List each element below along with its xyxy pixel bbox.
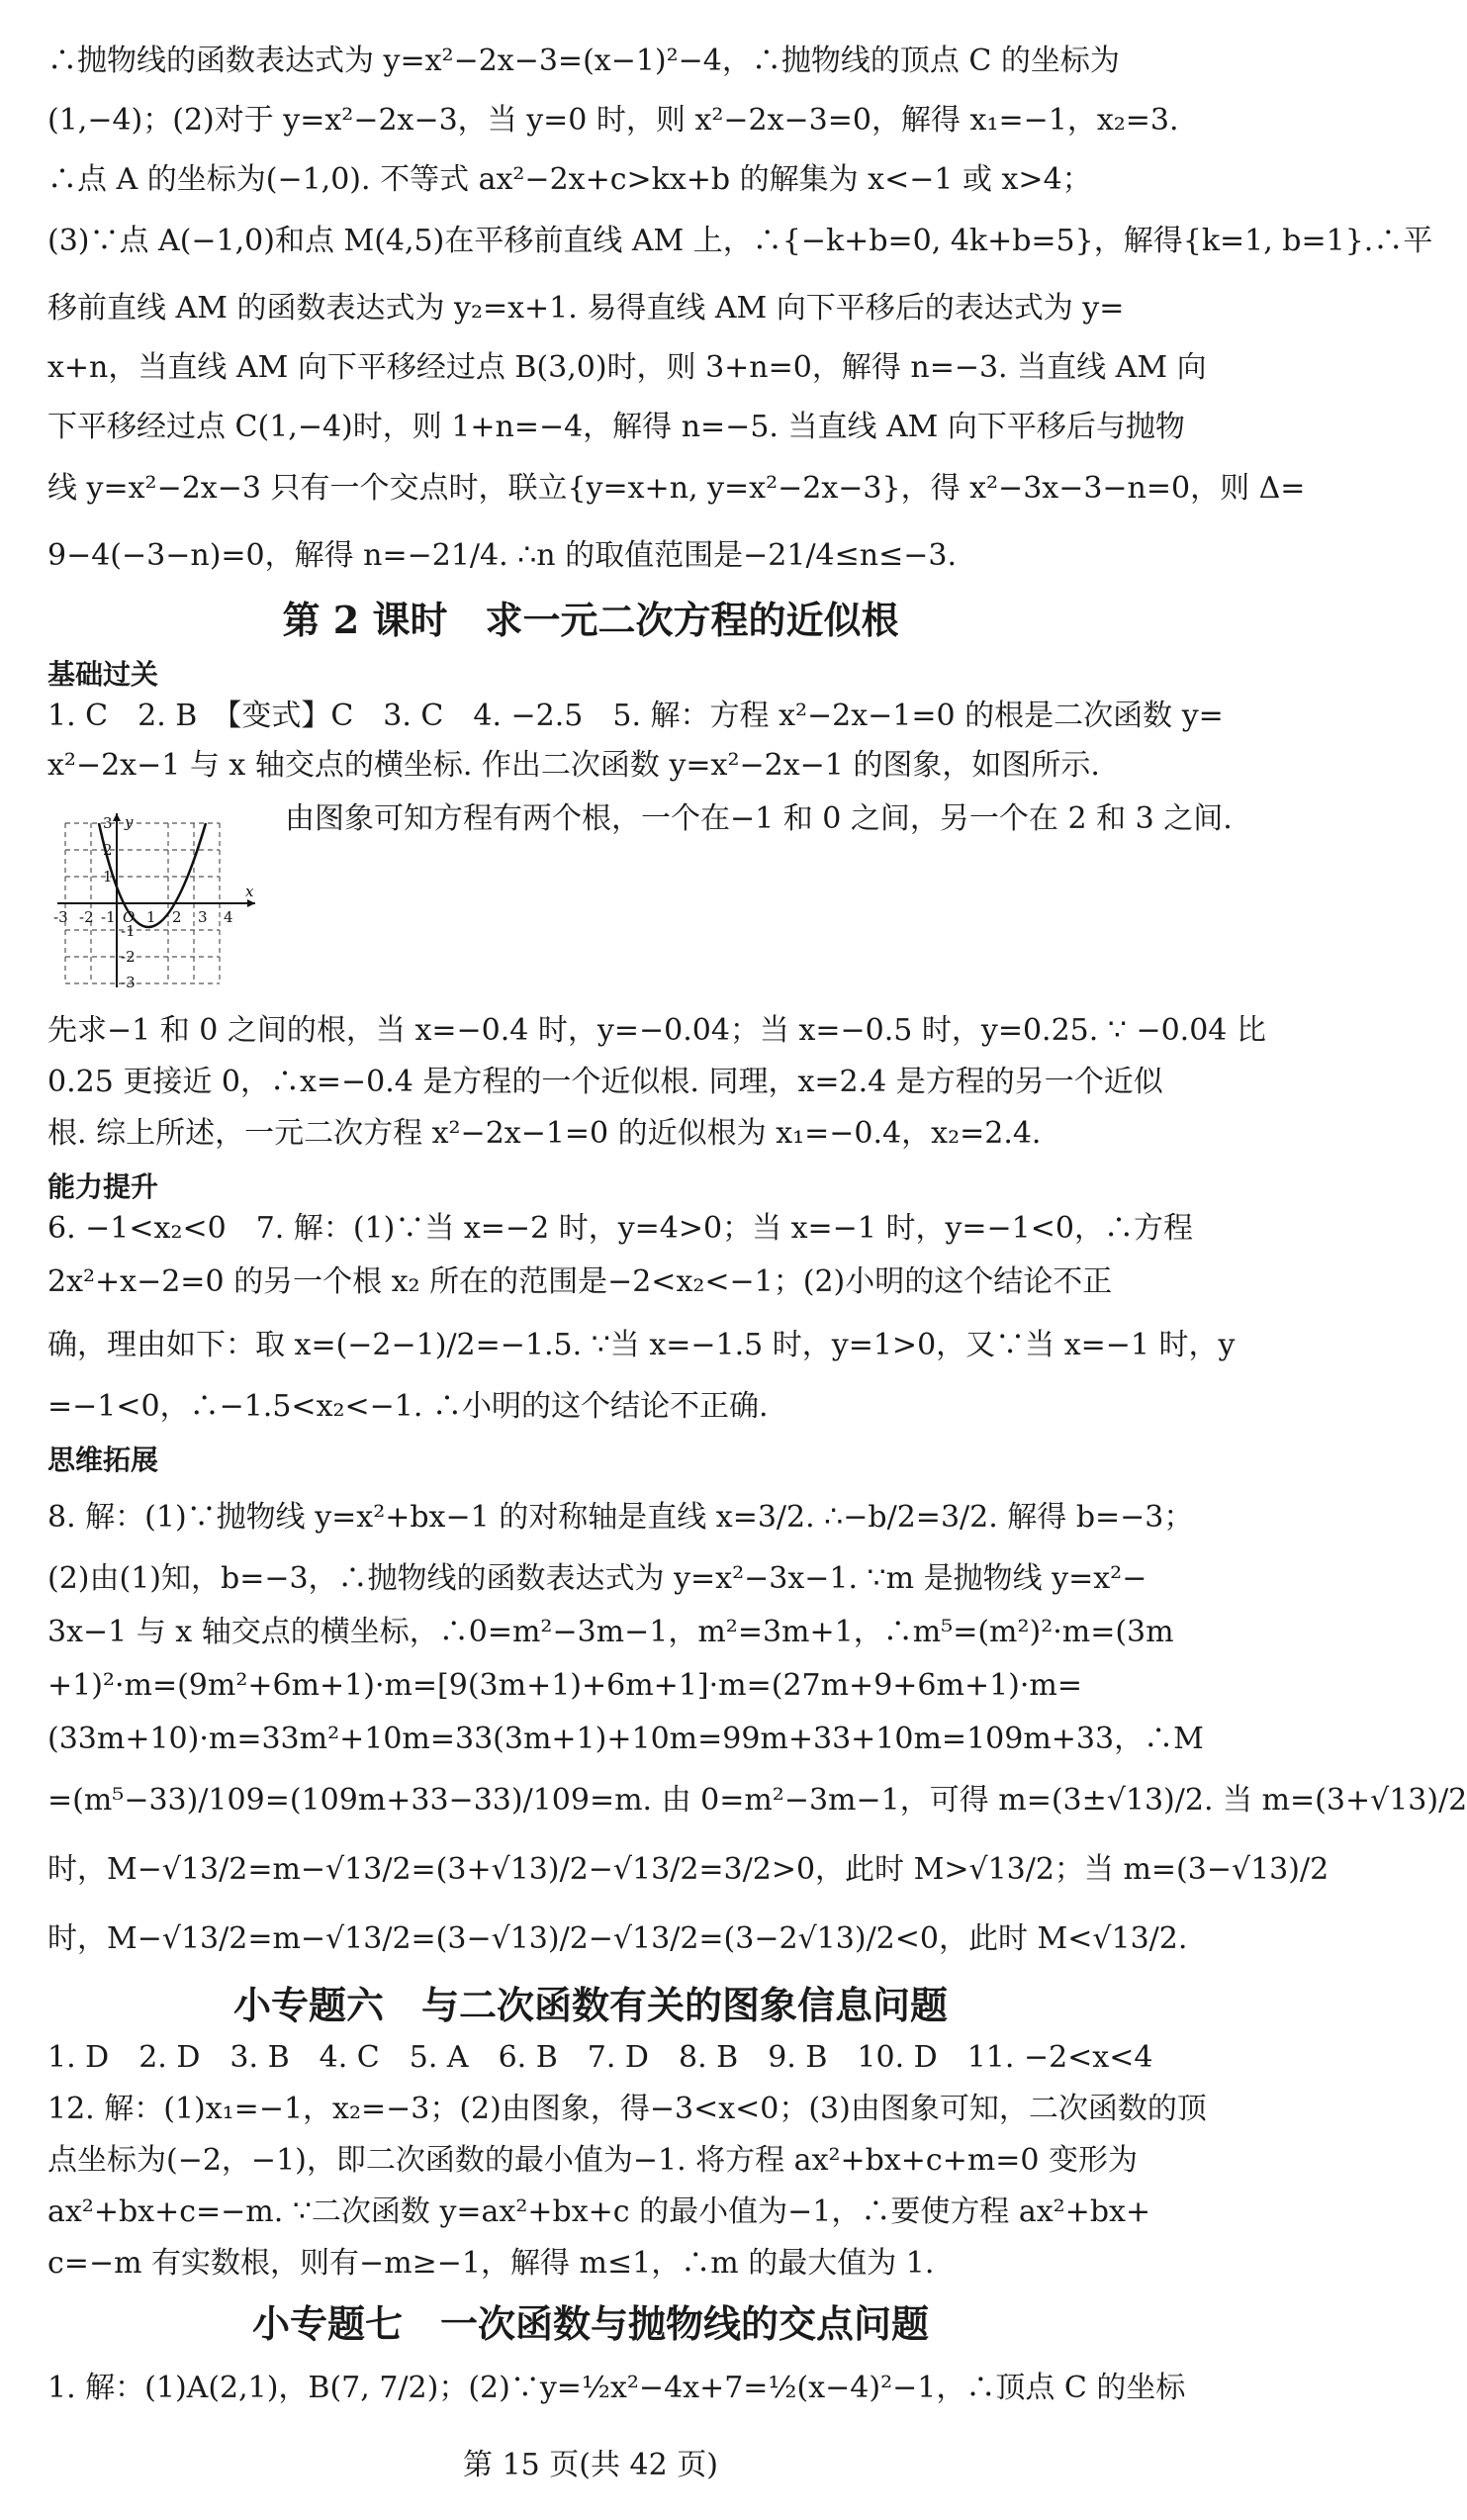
text-line: 0.25 更接近 0，∴x=−0.4 是方程的一个近似根. 同理，x=2.4 是方程的另一个近似 xyxy=(47,1065,1163,1099)
y-tick-label: -2 xyxy=(121,948,136,966)
y-axis-label: y xyxy=(125,813,134,831)
section-title: 小专题七 一次函数与抛物线的交点问题 xyxy=(251,2301,929,2346)
text-line: 12. 解：(1)x₁=−1，x₂=−3；(2)由图象，得−3<x<0；(3)由图象可知，二次函数的顶 xyxy=(47,2092,1207,2126)
text-line: 线 y=x²−2x−3 只有一个交点时，联立{y=x+n, y=x²−2x−3}，得 x²−3x−3−n=0，则 Δ= xyxy=(47,471,1306,506)
text-line: 3x−1 与 x 轴交点的横坐标，∴0=m²−3m−1，m²=3m+1，∴m⁵=(m²)²·m=(3m xyxy=(47,1615,1174,1649)
text-line: c=−m 有实数根，则有−m≥−1，解得 m≤1，∴m 的最大值为 1. xyxy=(47,2246,935,2281)
text-line: 1. C 2. B 【变式】C 3. C 4. −2.5 5. 解：方程 x²−2x−1=0 的根是二次函数 y= xyxy=(47,699,1224,733)
text-line: 1. D 2. D 3. B 4. C 5. A 6. B 7. D 8. B 9. B 10. D 11. −2<x<4 xyxy=(47,2040,1153,2075)
section-title: 小专题六 与二次函数有关的图象信息问题 xyxy=(232,1983,948,2027)
text-line: 确，理由如下：取 x=(−2−1)/2=−1.5. ∵当 x=−1.5 时，y=1>0，又∵当 x=−1 时，y xyxy=(47,1328,1236,1362)
text-line: 时，M−√13/2=m−√13/2=(3−√13)/2−√13/2=(3−2√13)/2<0，此时 M<√13/2. xyxy=(47,1921,1188,1956)
text-line: ax²+bx+c=−m. ∵二次函数 y=ax²+bx+c 的最小值为−1，∴要使方程 ax²+bx+ xyxy=(47,2194,1151,2229)
y-tick-label: 2 xyxy=(103,841,113,859)
text-line: 移前直线 AM 的函数表达式为 y₂=x+1. 易得直线 AM 向下平移后的表达式为 y= xyxy=(47,291,1125,326)
text-line: x²−2x−1 与 x 轴交点的横坐标. 作出二次函数 y=x²−2x−1 的图象，如图所示. xyxy=(47,748,1100,783)
text-line: x+n，当直线 AM 向下平移经过点 B(3,0)时，则 3+n=0，解得 n=−3. 当直线 AM 向 xyxy=(47,350,1207,385)
origin-label: O xyxy=(123,908,136,926)
text-line: 下平移经过点 C(1,−4)时，则 1+n=−4，解得 n=−5. 当直线 AM 向下平移后与抛物 xyxy=(47,410,1185,444)
text-line: (1,−4)；(2)对于 y=x²−2x−3，当 y=0 时，则 x²−2x−3=0，解得 x₁=−1，x₂=3. xyxy=(47,103,1179,138)
text-line: (3)∵点 A(−1,0)和点 M(4,5)在平移前直线 AM 上，∴{−k+b=0, 4k+b=5}，解得{k=1, b=1}.∴平 xyxy=(47,224,1433,258)
subsection-label: 思维拓展 xyxy=(47,1444,159,1476)
y-tick-label: -1 xyxy=(121,922,136,940)
text-line: +1)²·m=(9m²+6m+1)·m=[9(3m+1)+6m+1]·m=(27m+9+6m+1)·m= xyxy=(47,1668,1083,1703)
x-tick-label: -1 xyxy=(101,908,116,926)
text-line: 1. 解：(1)A(2,1)，B(7, 7/2)；(2)∵y=½x²−4x+7=½(x−4)²−1，∴顶点 C 的坐标 xyxy=(47,2371,1186,2405)
text-line: 2x²+x−2=0 的另一个根 x₂ 所在的范围是−2<x₂<−1；(2)小明的这个结论不正 xyxy=(47,1264,1113,1299)
text-line: (33m+10)·m=33m²+10m=33(3m+1)+10m=99m+33+10m=109m+33，∴M xyxy=(47,1722,1204,1756)
text-line: 时，M−√13/2=m−√13/2=(3+√13)/2−√13/2=3/2>0，此时 M>√13/2；当 m=(3−√13)/2 xyxy=(47,1852,1329,1887)
subsection-label: 基础过关 xyxy=(47,658,159,691)
x-tick-label: -3 xyxy=(53,908,68,926)
text-line: =(m⁵−33)/109=(109m+33−33)/109=m. 由 0=m²−3m−1，可得 m=(3±√13)/2. 当 m=(3+√13)/2 xyxy=(47,1783,1467,1818)
text-line: 8. 解：(1)∵抛物线 y=x²+bx−1 的对称轴是直线 x=3/2. ∴−b/2=3/2. 解得 b=−3； xyxy=(47,1500,1194,1535)
text-line: ∴抛物线的函数表达式为 y=x²−2x−3=(x−1)²−4，∴抛物线的顶点 C 的坐标为 xyxy=(47,44,1120,78)
y-axis-arrow xyxy=(113,813,121,821)
text-line: (2)由(1)知，b=−3，∴抛物线的函数表达式为 y=x²−3x−1. ∵m 是抛物线 y=x²− xyxy=(47,1561,1147,1596)
x-tick-label: 4 xyxy=(224,908,233,926)
section-title: 第 2 课时 求一元二次方程的近似根 xyxy=(282,598,899,642)
x-tick-label: 3 xyxy=(198,908,208,926)
x-tick-label: 1 xyxy=(146,908,156,926)
x-axis-arrow xyxy=(247,899,255,907)
page-footer: 第 15 页(共 42 页) xyxy=(463,2448,718,2482)
x-axis-label: x xyxy=(245,883,254,900)
text-line: 6. −1<x₂<0 7. 解：(1)∵当 x=−2 时，y=4>0；当 x=−1 时，y=−1<0，∴方程 xyxy=(47,1211,1193,1246)
text-line: =−1<0，∴−1.5<x₂<−1. ∴小明的这个结论不正确. xyxy=(47,1389,769,1424)
text-line: 先求−1 和 0 之间的根，当 x=−0.4 时，y=−0.04；当 x=−0.5 时，y=0.25. ∵ −0.04 比 xyxy=(47,1013,1266,1048)
subsection-label: 能力提升 xyxy=(47,1170,159,1203)
y-tick-label: 1 xyxy=(103,868,113,886)
x-tick-label: 2 xyxy=(172,908,182,926)
text-line: 由图象可知方程有两个根，一个在−1 和 0 之间，另一个在 2 和 3 之间. xyxy=(285,801,1233,836)
y-tick-label: -3 xyxy=(121,974,136,991)
text-line: 根. 综上所述，一元二次方程 x²−2x−1=0 的近似根为 x₁=−0.4，x₂=2.4. xyxy=(47,1116,1042,1151)
text-line: ∴点 A 的坐标为(−1,0). 不等式 ax²−2x+c>kx+b 的解集为 x<−1 或 x>4； xyxy=(47,162,1092,197)
text-line: 点坐标为(−2，−1)，即二次函数的最小值为−1. 将方程 ax²+bx+c+m=0 变形为 xyxy=(47,2143,1139,2178)
y-tick-label: 3 xyxy=(103,814,113,832)
text-line: 9−4(−3−n)=0，解得 n=−21/4. ∴n 的取值范围是−21/4≤n≤−3. xyxy=(47,538,957,573)
parabola-graph xyxy=(51,811,281,989)
x-tick-label: -2 xyxy=(79,908,94,926)
